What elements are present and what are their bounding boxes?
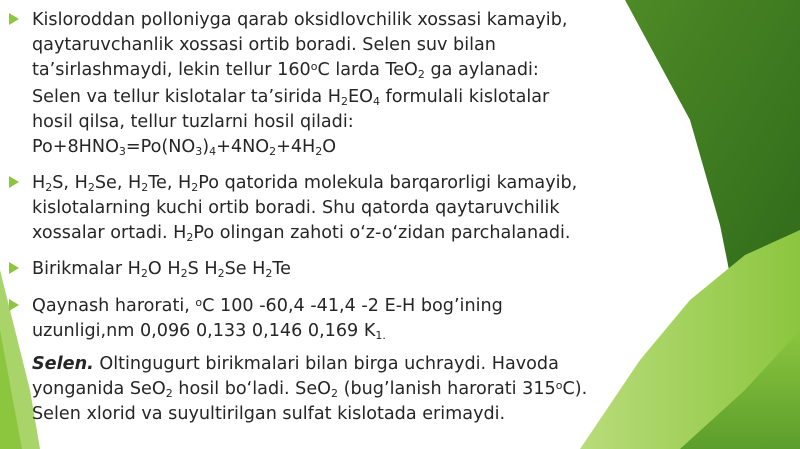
- text-line: yonganida SeO$_2$ hosil bo‘ladi. SeO$_2$ (bug’lanish harorati 315$^o$C).: [32, 379, 588, 400]
- text-line: qaytaruvchanlik xossasi ortib boradi. Selen suv bilan: [32, 35, 496, 55]
- text-line: $H_2S$, $H_2Se$, $H_2Te$, $H_2Po$ qatorida molekula barqarorligi kamayib,: [32, 173, 578, 194]
- text-line: kislotalarning kuchi ortib boradi. Shu qatorda qaytaruvchilik: [32, 198, 560, 218]
- paragraph-oxidation: [32, 8, 567, 160]
- paragraph-acids: [32, 171, 577, 246]
- text-line: Qaynash harorati, $^o$C 100 -60,4 -41,4 -2 E-H bog’ining: [32, 296, 503, 316]
- text-line: Birikmalar $H_2O$ $H_2S$ $H_2Se$ $H_2Te$: [32, 259, 292, 280]
- paragraph-boiling: [32, 294, 503, 344]
- bullet-marker: [9, 176, 19, 188]
- equation-line: $Po+8HNO_3=Po(NO_3)_4+4NO_2+4H_2O$: [32, 137, 337, 158]
- text-line: Selen. Oltingugurt birikmalari bilan birga uchraydi. Havoda: [32, 354, 559, 374]
- bullet-marker: [9, 13, 19, 25]
- text-line: uzunligi,nm 0,096 0,133 0,146 0,169 $K_{1.}$: [32, 321, 386, 342]
- bullet-marker: [9, 262, 19, 274]
- paragraph-selenium: [32, 352, 587, 427]
- text-line: Selen xlorid va suyultirilgan sulfat kislotada erimaydi.: [32, 404, 506, 424]
- text-line: hosil qilsa, tellur tuzlarni hosil qiladi:: [32, 112, 354, 132]
- text-line: ta’sirlashmaydi, lekin tellur 160$^o$C larda TeO$_2$ ga aylanadi:: [32, 60, 539, 81]
- bullet-marker: [9, 299, 19, 311]
- text-line: Selen va tellur kislotalar ta’sirida $H_2EO_4$ formulali kislotalar: [32, 87, 550, 108]
- selen-heading: Selen.: [32, 354, 94, 374]
- paragraph-compounds: [32, 257, 291, 282]
- text-line: Kisloroddan polloniyga qarab oksidlovchilik xossasi kamayib,: [32, 10, 568, 30]
- text-line: xossalar ortadi. $H_2Po$ olingan zahoti o‘z-o‘zidan parchalanadi.: [32, 223, 571, 244]
